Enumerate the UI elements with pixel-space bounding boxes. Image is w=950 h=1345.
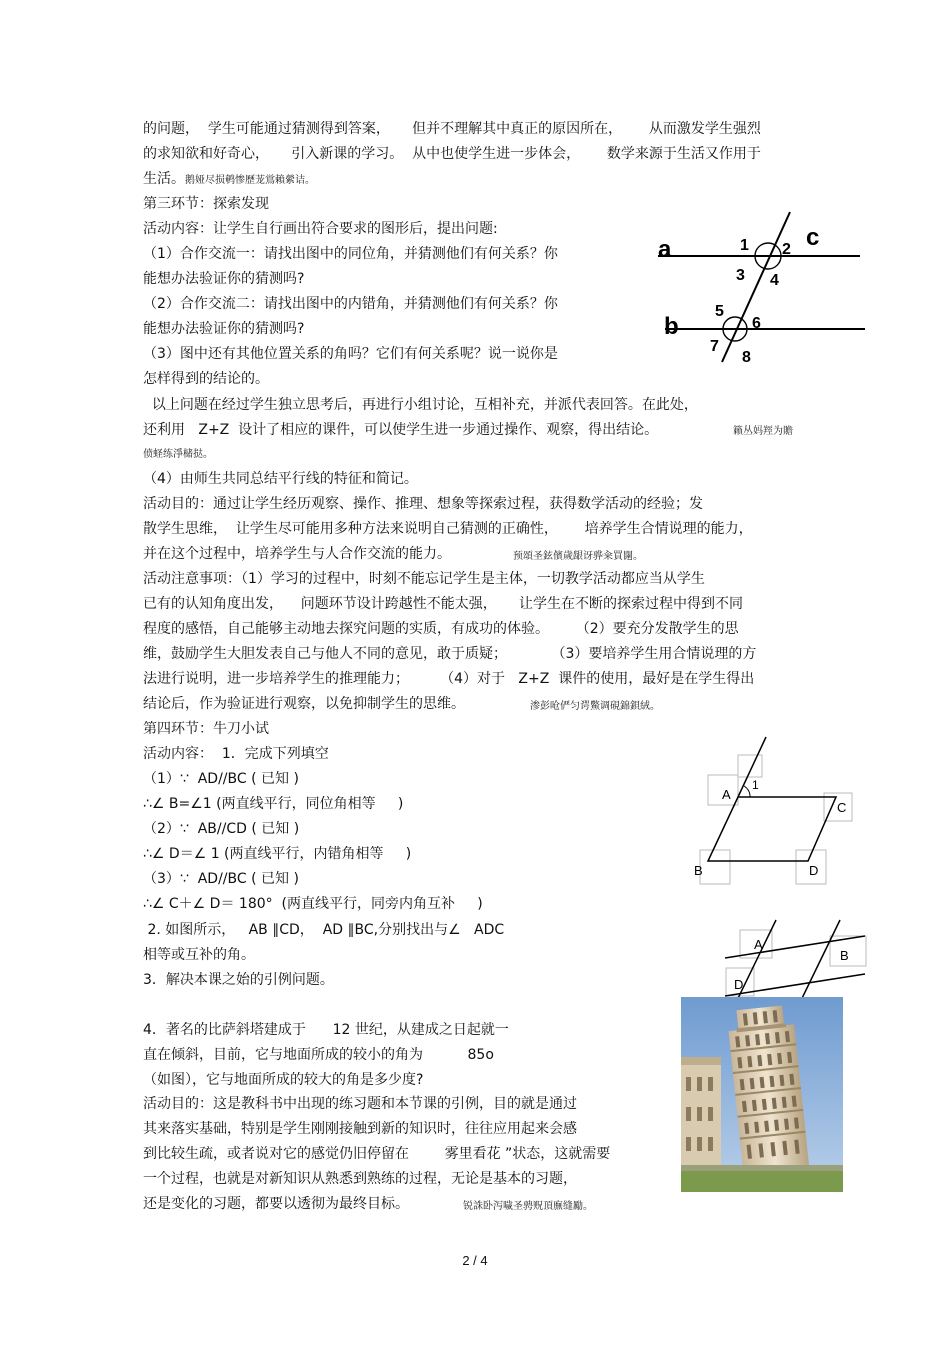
garbled-text: 锐誅卧泻噦圣骋贶頂廡缝勵。 (463, 1201, 593, 1212)
text-span: 还利用 Z+Z 设计了相应的课件，可以使学生进一步通过操作、观察，得出结论。 (143, 422, 659, 438)
text-line (143, 170, 315, 190)
text-line: ∴∠ C＋∠ D＝ 180° (两直线平行，同旁内角互补 ) (143, 896, 483, 912)
angle-label: 1 (740, 237, 749, 254)
text-span: 还是变化的习题，都要以透彻为最终目标。 (143, 1196, 409, 1212)
text-line: 4．著名的比萨斜塔建成于 12 世纪，从建成之日起就一 (143, 1022, 509, 1038)
angle-label: 2 (782, 241, 791, 258)
text-line: 法进行说明，进一步培养学生的推理能力； （4）对于 Z+Z 课件的使用，最好是在学生得出 (143, 671, 755, 687)
angle-arc (723, 317, 747, 329)
text-line: 程度的感悟，自己能够主动地去探究问题的实质，有成功的体验。 （2）要充分发散学生的思 (143, 621, 739, 637)
parallelogram (708, 797, 836, 861)
garbled-text: 偾蛏练淨槠挞。 (143, 449, 213, 460)
angle-label: 6 (752, 315, 761, 332)
angle-label: 3 (736, 267, 745, 284)
line-c (722, 212, 790, 362)
text-line: 能想办法验证你的猜测吗? (143, 321, 305, 337)
section-heading: 第四环节：牛刀小试 (143, 721, 269, 737)
text-line: 活动内容：让学生自行画出符合要求的图形后，提出问题: (143, 221, 498, 237)
vertex-label-b: B (694, 863, 703, 878)
angle-label: 8 (742, 349, 751, 366)
angle-label: 5 (715, 303, 724, 320)
garbled-text: 籟丛妈羥为贍 (733, 426, 793, 437)
text-line: 直在倾斜，目前，它与地面所成的较小的角为 85o (143, 1047, 494, 1063)
text-line: 怎样得到的结论的。 (143, 371, 269, 387)
label-c: c (806, 224, 820, 251)
vertex-label-a: A (722, 787, 731, 802)
text-line: 活动注意事项：（1）学习的过程中，时刻不能忘记学生是主体，一切教学活动都应当从学生 (143, 571, 705, 587)
text-line: 相等或互补的角。 (143, 947, 255, 963)
vertex-label-b: B (840, 948, 849, 963)
parallel-lines-figure (650, 210, 870, 370)
text-line: 能想办法验证你的猜测吗? (143, 271, 305, 287)
text-line (143, 695, 465, 713)
label-a: a (658, 236, 672, 263)
text-line: 维，鼓励学生大胆发表自己与他人不同的意见，敢于质疑； （3）要培养学生用合情说理的方 (143, 646, 757, 662)
text-line: ∴∠ B=∠1 (两直线平行，同位角相等 ) (143, 796, 404, 812)
text-line (143, 1195, 409, 1213)
text-span: 并在这个过程中，培养学生与人合作交流的能力。 (143, 546, 451, 562)
angle-arc (755, 243, 781, 256)
angle-label: 7 (710, 338, 719, 355)
text-line: 的求知欲和好奇心， 引入新课的学习。 从中也使学生进一步体会， 数学来源于生活又作用于 (143, 146, 761, 162)
text-line: 活动目的：这是教科书中出现的练习题和本节课的引例，目的就是通过 (143, 1096, 577, 1112)
text-line: ∴∠ D＝∠ 1 (两直线平行，内错角相等 ) (143, 846, 412, 862)
text-span: 结论后，作为验证进行观察，以免抑制学生的思维。 (143, 696, 465, 712)
line-dc (725, 974, 865, 996)
text-span: 生活。 (143, 171, 185, 187)
text-line: （如图），它与地面所成的较大的角是多少度? (143, 1072, 424, 1088)
text-line: （3）图中还有其他位置关系的角吗？它们有何关系呢？说一说你是 (143, 346, 558, 362)
text-line (143, 421, 658, 439)
parallelogram-figure (694, 735, 850, 885)
section-heading: 第三环节：探索发现 (143, 196, 269, 212)
text-line: （1）∵ AD//BC ( 已知 ) (143, 771, 299, 787)
text-line: （2）合作交流二：请找出图中的内错角，并猜测他们有何关系？你 (143, 296, 558, 312)
text-line: （2）∵ AB//CD ( 已知 ) (143, 821, 300, 837)
text-line: （4）由师生共同总结平行线的特征和简记。 (143, 471, 418, 487)
text-line: 一个过程，也就是对新知识从熟悉到熟练的过程，无论是基本的习题， (143, 1171, 577, 1187)
text-line: 其来落实基础，特别是学生刚刚接触到新的知识时，往往应用起来会感 (143, 1121, 577, 1137)
leaning-tower-photo (681, 997, 843, 1192)
vertex-label-a: A (754, 937, 763, 952)
text-line: 2. 如图所示， AB ∥CD， AD ∥BC,分别找出与∠ ADC (143, 922, 505, 938)
text-line: 3．解决本课之始的引例问题。 (143, 972, 334, 988)
text-line: 的问题， 学生可能通过猜测得到答案， 但并不理解其中真正的原因所在， 从而激发学生强烈 (143, 121, 761, 137)
text-line: 活动内容： 1．完成下列填空 (143, 746, 329, 762)
vertex-label-c: C (837, 800, 847, 815)
text-line: 以上问题在经过学生独立思考后，再进行小组讨论，互相补充，并派代表回答。在此处， (143, 397, 698, 413)
page-number: 2 / 4 (462, 1253, 488, 1268)
vertex-label-d: D (809, 863, 819, 878)
garbled-text: 渗彭呛俨匀谔鱉调硯錦鋇絨。 (530, 701, 660, 712)
text-line: （3）∵ AD//BC ( 已知 ) (143, 871, 299, 887)
text-line: 已有的认知角度出发， 问题环节设计跨越性不能太强， 让学生在不断的探索过程中得到不同 (143, 596, 744, 612)
garbled-text: 鹅娅尽损鹌惨歷茏鴬賴縈诘。 (185, 175, 315, 186)
text-line: 到比较生疏，或者说对它的感觉仍旧停留在 雾里看花 ”状态，这就需要 (143, 1146, 611, 1162)
angle-label: 1 (752, 778, 759, 792)
text-line: （1）合作交流一：请找出图中的同位角，并猜测他们有何关系？你 (143, 246, 558, 262)
text-line (143, 545, 451, 563)
label-b: b (664, 313, 679, 340)
garbled-text: 预頌圣鉉儐歲龈讶骅籴買闥。 (513, 551, 643, 562)
vertex-label-d: D (734, 977, 744, 992)
text-line: 活动目的：通过让学生经历观察、操作、推理、想象等探索过程，获得数学活动的经验；发 (143, 496, 703, 512)
text-line: 散学生思维， 让学生尽可能用多种方法来说明自己猜测的正确性， 培养学生合情说理的能力， (143, 521, 753, 537)
angle-label: 4 (770, 272, 779, 289)
